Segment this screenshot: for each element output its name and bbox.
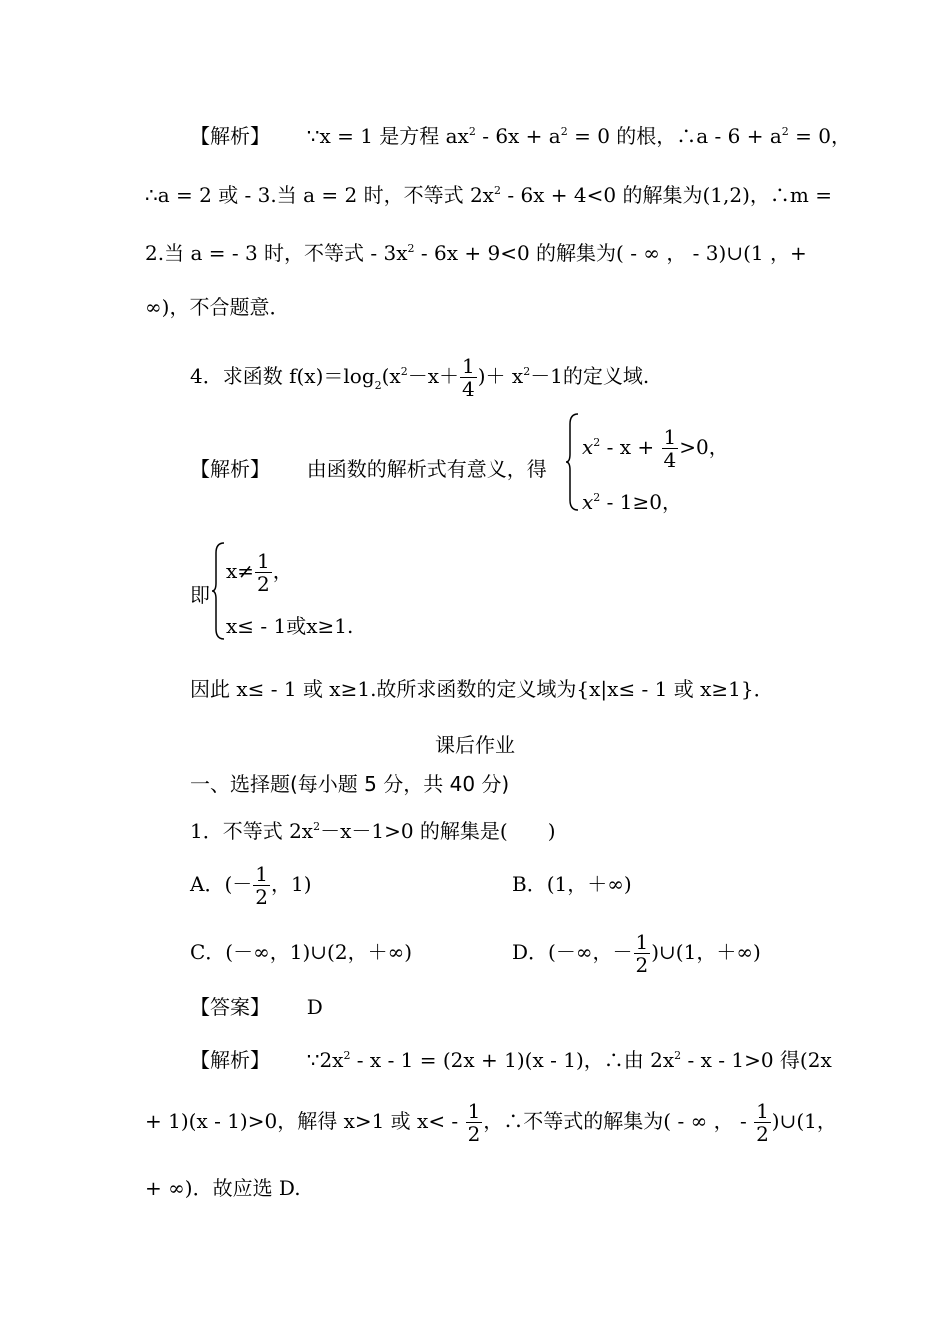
homework-title: 课后作业 xyxy=(435,733,515,757)
system-2-line-1: x≠ $\frac{1}{2}$ ， xyxy=(226,549,293,596)
solution-4-intro: 【解析】 由函数的解析式有意义，得 xyxy=(190,457,547,481)
section-heading: 一、选择题(每小题 5 分，共 40 分) xyxy=(190,772,510,796)
system-2-line-2: x≤ - 1或x≥1. xyxy=(226,614,354,638)
option-a: A．(－ $\frac{1}{2}$ ，1) xyxy=(190,862,312,909)
solution-1-line-3: + ∞)．故应选 D. xyxy=(145,1176,301,1200)
system-brace-1 xyxy=(566,412,580,512)
solution-line-3: 2.当 a = - 3 时，不等式 - $3x^2 - 6x + 9<0$ 的解集为( - ∞ ， - 3)∪(1 ，+ xyxy=(145,241,807,265)
system-1-line-1: $x^2$ - x + $\frac{1}{4}$ >0， xyxy=(582,425,729,472)
label-ji: 即 xyxy=(190,583,210,607)
option-b: B．(1，＋∞) xyxy=(512,872,632,896)
question-4: 4．求函数 $f(x)=\log_2(x^2-x+$ $\frac{1}{4}$ )＋ $x^2-1$的定义域. xyxy=(190,354,650,401)
question-1-stem: 1．不等式 $2x^2-x-1>0$ 的解集是( ) xyxy=(190,819,556,843)
label-jiexi: 【解析】 xyxy=(190,124,270,148)
solution-line-2: ∴a = 2 或 - 3.当 a = 2 时，不等式 $2x^2 - 6x + 4<0$ 的解集为(1,2)，∴m = xyxy=(145,183,832,207)
option-d: D．(－∞，－ $\frac{1}{2}$ )∪(1，＋∞) xyxy=(512,930,761,977)
solution-line-4: ∞)，不合题意． xyxy=(145,295,290,319)
fraction-quarter: $\frac{1}{4}$ xyxy=(462,354,475,401)
solution-1-line-2: + 1)(x - 1)>0，解得 x>1 或 x< - $\frac{1}{2}$ ，∴不等式的解集为( - ∞ ， - $\frac{1}{2}$ )∪(1， xyxy=(145,1099,837,1146)
system-1-line-2: $x^2 - 1\ge 0$， xyxy=(582,490,682,514)
option-c: C．(－∞，1)∪(2，＋∞) xyxy=(190,940,413,964)
solution-4-conclusion: 因此 x≤ - 1 或 x≥1.故所求函数的定义域为{x|x≤ - 1 或 x≥1}． xyxy=(190,677,774,701)
answer-line: 【答案】 D xyxy=(190,995,323,1019)
solution-line-1: 【解析】 ∵x = 1 是方程 $ax^2 - 6x + a^2 = 0$ 的根，∴a - $6 + a^2 = 0$， xyxy=(190,124,851,148)
system-brace-2 xyxy=(212,541,226,641)
solution-1-line-1: 【解析】 $\because 2x^2 - x - 1 = (2x + 1)(x - 1)$，∴由 $2x^2 - x - 1>0$ 得(2x xyxy=(190,1048,832,1072)
